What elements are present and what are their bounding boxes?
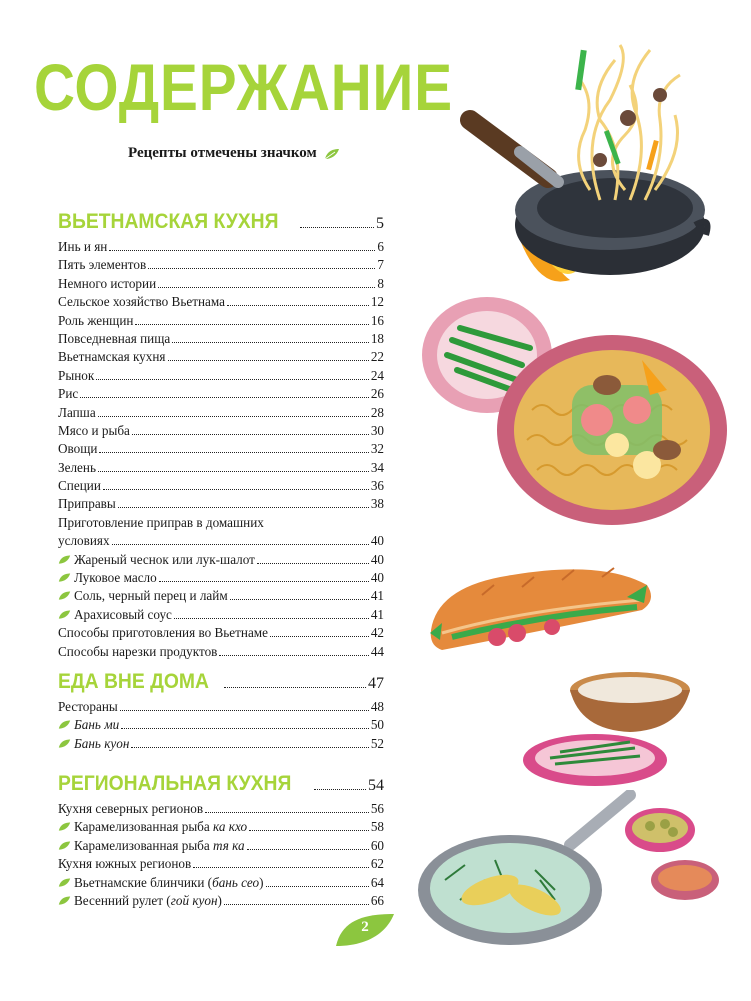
noodle-bowl-illustration — [412, 290, 732, 530]
toc-entry-page: 56 — [370, 801, 384, 816]
toc-entry-page: 34 — [370, 459, 384, 475]
leader-dots — [98, 416, 369, 417]
leader-dots — [121, 728, 369, 729]
leader-dots — [96, 379, 369, 380]
leader-dots — [266, 886, 369, 887]
toc-entry-text: Кухня северных регионов — [58, 801, 204, 816]
toc-entry-page: 66 — [370, 892, 384, 908]
toc-entry[interactable] — [58, 348, 384, 366]
toc-entry-page: 6 — [377, 239, 384, 254]
toc-entry[interactable] — [58, 643, 384, 661]
toc-recipe-entry[interactable] — [58, 874, 384, 892]
section-title: ЕДА ВНЕ ДОМА — [58, 670, 209, 693]
toc-recipe-entry[interactable] — [58, 716, 384, 734]
toc-entry-page: 44 — [370, 643, 384, 659]
recipe-leaf-icon — [58, 554, 71, 565]
toc-entry-text — [58, 716, 119, 734]
dish-name: тя ка — [213, 837, 245, 853]
leader-dots — [109, 250, 375, 251]
toc-entry[interactable] — [58, 367, 384, 385]
toc-entry[interactable] — [58, 275, 384, 293]
toc-entry[interactable] — [58, 238, 384, 256]
leader-dots — [219, 655, 368, 656]
toc-entry-text: Овощи — [58, 441, 98, 457]
leader-dots — [135, 324, 368, 325]
leader-dots — [168, 360, 369, 361]
leader-dots — [118, 507, 369, 508]
toc-entry-page: 48 — [370, 699, 384, 714]
wok-noodles-illustration — [450, 40, 720, 310]
recipe-leaf-icon — [58, 572, 71, 583]
toc-recipe-entry[interactable] — [58, 569, 384, 587]
toc-entry-page: 38 — [370, 496, 384, 512]
recipe-legend-text: Рецепты отмечены значком — [128, 145, 317, 161]
toc-entry-text: условиях — [58, 533, 110, 549]
toc-entry-text: Кухня южных регионов — [58, 856, 192, 872]
toc-entry-page: 18 — [370, 330, 384, 346]
recipe-leaf-icon — [58, 821, 71, 832]
toc-entry-text: Приготовление приправ в домашних — [58, 514, 264, 530]
toc-entry-text: Немного истории — [58, 275, 157, 291]
toc-entry-page: 28 — [370, 404, 384, 420]
toc-entry[interactable] — [58, 698, 384, 716]
leaf-icon — [324, 148, 340, 160]
leader-dots — [120, 710, 369, 711]
dish-name: Бань ми — [74, 717, 120, 733]
leader-dots — [247, 849, 369, 850]
toc-entry[interactable] — [58, 459, 384, 477]
dish-name: гой куон — [170, 892, 218, 908]
section-heading[interactable] — [58, 670, 384, 698]
recipe-leaf-icon — [58, 609, 71, 620]
toc-entry[interactable] — [58, 293, 384, 311]
toc-section-eating-out — [58, 670, 384, 753]
toc-entry-text: Карамелизованная рыба тя ка — [58, 837, 245, 855]
toc-entry-page: 40 — [370, 570, 384, 586]
toc-entry-text: Способы приготовления во Вьетнаме — [58, 625, 269, 641]
frying-pan-illustration — [415, 790, 725, 950]
toc-entry-page: 7 — [377, 257, 384, 273]
section-title: ВЬЕТНАМСКАЯ КУХНЯ — [58, 210, 279, 233]
toc-entry[interactable] — [58, 532, 384, 550]
leader-dots — [131, 747, 368, 748]
leader-dots — [174, 618, 369, 619]
toc-entry-text: Повседневная пища — [58, 330, 171, 346]
toc-entry-text: Инь и ян — [58, 239, 108, 254]
toc-entry[interactable] — [58, 256, 384, 274]
toc-entry-page: 52 — [370, 735, 384, 751]
toc-recipe-entry[interactable] — [58, 837, 384, 855]
toc-entry-text: Сельское хозяйство Вьетнама — [58, 294, 226, 310]
recipe-leaf-icon — [58, 719, 71, 730]
toc-entry-text: Весенний рулет (гой куон) — [58, 892, 222, 910]
toc-entry-page: 41 — [370, 588, 384, 604]
leader-dots — [158, 287, 375, 288]
toc-entry-text: Пять элементов — [58, 257, 147, 273]
toc-entry[interactable] — [58, 404, 384, 422]
toc-entry-page: 64 — [370, 874, 384, 890]
section-title: РЕГИОНАЛЬНАЯ КУХНЯ — [58, 772, 292, 795]
toc-recipe-entry[interactable] — [58, 892, 384, 910]
page-title: СОДЕРЖАНИЕ — [34, 50, 453, 124]
toc-entry[interactable] — [58, 800, 384, 818]
recipe-leaf-icon — [58, 590, 71, 601]
toc-entry-text: Рынок — [58, 367, 95, 383]
toc-entry-page: 42 — [370, 625, 384, 641]
toc-entry-page: 40 — [370, 551, 384, 567]
toc-entry-text: Соль, черный перец и лайм — [58, 587, 228, 605]
toc-entry[interactable] — [58, 440, 384, 458]
bowls-illustration — [520, 660, 720, 800]
toc-entry-page: 58 — [370, 819, 384, 835]
toc-entry-text — [58, 735, 129, 753]
toc-entry-page: 50 — [370, 717, 384, 733]
banh-mi-illustration — [422, 555, 662, 665]
leader-dots — [80, 397, 369, 398]
toc-entry-page: 30 — [370, 422, 384, 438]
toc-entry-text: Мясо и рыба — [58, 422, 130, 438]
leader-dots — [159, 581, 369, 582]
toc-entry-text: Карамелизованная рыба ка кхо — [58, 818, 247, 836]
dish-name: Бань куон — [74, 735, 130, 751]
dish-name: бань сео — [212, 874, 260, 890]
leader-dots — [112, 544, 369, 545]
toc-entry-page: 41 — [370, 606, 384, 622]
leader-dots — [99, 452, 368, 453]
toc-entry[interactable] — [58, 422, 384, 440]
toc-section-vietnamese-cuisine — [58, 210, 384, 661]
toc-entry-page: 24 — [370, 367, 384, 383]
section-page: 5 — [376, 215, 384, 232]
recipe-leaf-icon — [58, 877, 71, 888]
toc-entry-text: Арахисовый соус — [58, 606, 172, 624]
section-heading[interactable] — [58, 210, 384, 238]
toc-entry-text: Способы нарезки продуктов — [58, 643, 218, 659]
toc-entry-page: 62 — [370, 856, 384, 872]
toc-entry-text: Приправы — [58, 496, 116, 512]
recipe-leaf-icon — [58, 895, 71, 906]
recipe-leaf-icon — [58, 738, 71, 749]
leader-dots — [98, 471, 369, 472]
section-heading[interactable] — [58, 772, 384, 800]
toc-entry-text: Рис — [58, 386, 79, 402]
toc-recipe-entry[interactable] — [58, 818, 384, 836]
page-number-badge — [334, 912, 396, 948]
toc-entry-text: Рестораны — [58, 699, 118, 714]
toc-recipe-entry[interactable] — [58, 551, 384, 569]
page-number: 2 — [361, 919, 369, 935]
toc-entry[interactable] — [58, 855, 384, 873]
toc-recipe-entry[interactable] — [58, 606, 384, 624]
toc-section-regional-cuisine — [58, 772, 384, 910]
leader-dots — [103, 489, 369, 490]
leader-dots — [148, 268, 375, 269]
toc-entry-text: Луковое масло — [58, 569, 157, 587]
section-page: 47 — [368, 675, 384, 692]
recipe-legend — [128, 145, 340, 162]
toc-entry[interactable] — [58, 330, 384, 348]
toc-entry-page: 36 — [370, 478, 384, 494]
dish-name: ка кхо — [213, 819, 248, 835]
toc-entry-text: Зелень — [58, 459, 96, 475]
leader-dots — [230, 599, 369, 600]
leader-dots — [314, 789, 366, 790]
toc-entry[interactable] — [58, 312, 384, 330]
toc-entry-text: Лапша — [58, 404, 96, 420]
toc-entry-text: Вьетнамская кухня — [58, 349, 166, 365]
toc-entry[interactable] — [58, 495, 384, 513]
recipe-leaf-icon — [58, 840, 71, 851]
leader-dots — [224, 687, 366, 688]
toc-entry-page: 12 — [370, 294, 384, 310]
toc-entry-text: Специи — [58, 478, 101, 494]
toc-recipe-entry[interactable] — [58, 735, 384, 753]
leader-dots — [193, 867, 369, 868]
leader-dots — [224, 904, 369, 905]
leader-dots — [227, 305, 369, 306]
leader-dots — [257, 563, 369, 564]
section-page: 54 — [368, 777, 384, 794]
toc-entry-page: 60 — [370, 837, 384, 853]
toc-entry-page: 32 — [370, 441, 384, 457]
leader-dots — [172, 342, 369, 343]
leader-dots — [132, 434, 369, 435]
toc-entry-page: 16 — [370, 312, 384, 328]
toc-entry-page: 40 — [370, 533, 384, 549]
leader-dots — [249, 830, 369, 831]
toc-entry[interactable] — [58, 624, 384, 642]
leader-dots — [270, 636, 369, 637]
toc-entry[interactable] — [58, 385, 384, 403]
toc-entry-page: 8 — [377, 275, 384, 291]
leader-dots — [205, 812, 369, 813]
toc-entry-text: Жареный чеснок или лук-шалот — [58, 551, 255, 569]
leader-dots — [300, 227, 374, 228]
toc-recipe-entry[interactable] — [58, 587, 384, 605]
toc-entry-page: 26 — [370, 386, 384, 402]
toc-entry-text: Вьетнамские блинчики (бань сео) — [58, 874, 264, 892]
toc-entry-text: Роль женщин — [58, 312, 134, 328]
toc-entry[interactable] — [58, 477, 384, 495]
toc-entry-page: 22 — [370, 349, 384, 365]
